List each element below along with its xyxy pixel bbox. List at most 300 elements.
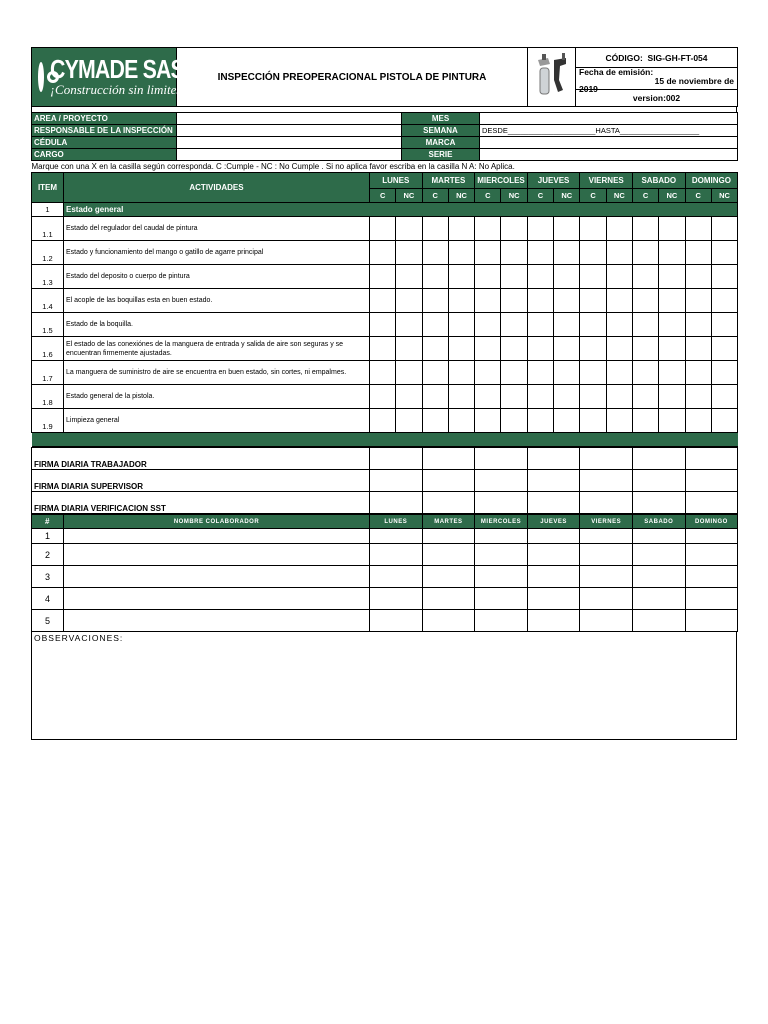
cumple-cell[interactable] (527, 337, 553, 361)
collaborator-day-cell[interactable] (475, 529, 528, 544)
code-value: SIG-GH-FT-054 (647, 52, 708, 63)
no-cumple-cell[interactable] (606, 217, 632, 241)
cumple-cell[interactable] (475, 361, 501, 385)
no-cumple-cell[interactable] (711, 385, 737, 409)
section-number: 1 (32, 203, 64, 217)
activity-row (32, 265, 738, 289)
activity-description: Estado del regulador del caudal de pintura (64, 217, 370, 241)
activity-row (32, 289, 738, 313)
cumple-cell[interactable] (685, 409, 711, 433)
cumple-cell[interactable] (475, 265, 501, 289)
collaborator-day-cell[interactable] (527, 588, 580, 610)
no-cumple-cell[interactable] (554, 265, 580, 289)
collaborator-day-cell[interactable] (580, 588, 633, 610)
cumple-cell[interactable] (475, 241, 501, 265)
serie-field[interactable] (480, 149, 738, 161)
cumple-cell[interactable] (632, 361, 658, 385)
collaborator-day-cell[interactable] (527, 610, 580, 632)
signature-row (32, 470, 738, 492)
cumple-cell[interactable] (685, 385, 711, 409)
cumple-cell[interactable] (370, 385, 396, 409)
collaborator-name-field[interactable] (64, 529, 370, 544)
signature-cell[interactable] (422, 492, 475, 514)
item-number: 1.7 (32, 361, 64, 385)
no-cumple-cell[interactable] (606, 241, 632, 265)
cumple-cell[interactable] (685, 337, 711, 361)
collaborator-day-cell[interactable] (422, 566, 475, 588)
observations-box[interactable] (31, 632, 737, 740)
no-cumple-cell[interactable] (448, 265, 474, 289)
activity-description: Estado de la boquilla. (64, 313, 370, 337)
item-number: 1.9 (32, 409, 64, 433)
item-number: 1.1 (32, 217, 64, 241)
cargo-label: CARGO (32, 149, 177, 161)
cumple-cell[interactable] (632, 289, 658, 313)
cumple-cell[interactable] (422, 265, 448, 289)
cumple-cell[interactable] (422, 361, 448, 385)
collaborator-day-cell[interactable] (632, 529, 685, 544)
signature-cell[interactable] (370, 448, 423, 470)
no-cumple-cell[interactable] (501, 241, 527, 265)
cumple-header: C (580, 189, 606, 203)
activity-row (32, 313, 738, 337)
signature-label: FIRMA DIARIA SUPERVISOR (32, 470, 370, 492)
collab-day-header: VIERNES (580, 515, 633, 529)
cedula-label: CÉDULA (32, 137, 177, 149)
cedula-field[interactable] (177, 137, 402, 149)
collaborator-number: 1 (32, 529, 64, 544)
cumple-cell[interactable] (370, 265, 396, 289)
signature-cell[interactable] (527, 448, 580, 470)
collaborator-day-cell[interactable] (632, 544, 685, 566)
signature-cell[interactable] (632, 448, 685, 470)
issue-label: Fecha de emisión: (579, 67, 654, 77)
cumple-header: C (527, 189, 553, 203)
cumple-cell[interactable] (475, 313, 501, 337)
cumple-cell[interactable] (685, 289, 711, 313)
form-title: INSPECCIÓN PREOPERACIONAL PISTOLA DE PINTURA (177, 48, 528, 107)
issue-value: 15 de noviembre de (654, 76, 734, 86)
no-cumple-cell[interactable] (448, 241, 474, 265)
no-cumple-header: NC (554, 189, 580, 203)
no-cumple-cell[interactable] (711, 265, 737, 289)
collab-day-header: JUEVES (527, 515, 580, 529)
collaborator-day-cell[interactable] (475, 610, 528, 632)
activity-description: Estado del deposito o cuerpo de pintura (64, 265, 370, 289)
cumple-cell[interactable] (580, 361, 606, 385)
collaborator-day-cell[interactable] (580, 566, 633, 588)
collaborator-row (32, 588, 738, 610)
no-cumple-header: NC (711, 189, 737, 203)
collaborator-day-cell[interactable] (370, 566, 423, 588)
collaborator-day-cell[interactable] (475, 566, 528, 588)
no-cumple-cell[interactable] (396, 313, 422, 337)
area-field[interactable] (177, 113, 402, 125)
cumple-header: C (632, 189, 658, 203)
collaborator-day-cell[interactable] (527, 566, 580, 588)
cumple-header: C (370, 189, 396, 203)
no-cumple-cell[interactable] (711, 361, 737, 385)
signature-cell[interactable] (475, 492, 528, 514)
collaborator-day-cell[interactable] (475, 544, 528, 566)
activity-row (32, 385, 738, 409)
cumple-cell[interactable] (580, 337, 606, 361)
activity-row (32, 361, 738, 385)
collaborator-number: 4 (32, 588, 64, 610)
cumple-cell[interactable] (527, 385, 553, 409)
no-cumple-cell[interactable] (396, 361, 422, 385)
spray-gun-icon (528, 48, 576, 107)
semana-label: SEMANA (402, 125, 480, 137)
no-cumple-cell[interactable] (711, 241, 737, 265)
no-cumple-cell[interactable] (606, 409, 632, 433)
cumple-cell[interactable] (580, 217, 606, 241)
collaborator-row (32, 610, 738, 632)
collaborator-day-cell[interactable] (370, 610, 423, 632)
cumple-header: C (422, 189, 448, 203)
cumple-cell[interactable] (422, 337, 448, 361)
activity-description: Estado general de la pistola. (64, 385, 370, 409)
collaborator-day-cell[interactable] (370, 544, 423, 566)
collab-day-header: DOMINGO (685, 515, 738, 529)
collaborator-number: 5 (32, 610, 64, 632)
cumple-cell[interactable] (422, 241, 448, 265)
collaborator-name-field[interactable] (64, 610, 370, 632)
cumple-cell[interactable] (632, 265, 658, 289)
collaborator-day-cell[interactable] (685, 529, 738, 544)
collaborator-number: 3 (32, 566, 64, 588)
no-cumple-cell[interactable] (554, 313, 580, 337)
cumple-cell[interactable] (685, 241, 711, 265)
no-cumple-cell[interactable] (396, 265, 422, 289)
no-cumple-cell[interactable] (501, 313, 527, 337)
no-cumple-cell[interactable] (606, 385, 632, 409)
no-cumple-cell[interactable] (396, 241, 422, 265)
num-header: # (32, 515, 64, 529)
cumple-cell[interactable] (422, 217, 448, 241)
collaborator-day-cell[interactable] (632, 566, 685, 588)
no-cumple-cell[interactable] (448, 313, 474, 337)
cumple-cell[interactable] (632, 337, 658, 361)
signature-cell[interactable] (422, 470, 475, 492)
no-cumple-cell[interactable] (448, 217, 474, 241)
cumple-cell[interactable] (527, 241, 553, 265)
no-cumple-cell[interactable] (501, 337, 527, 361)
collaborator-day-cell[interactable] (422, 610, 475, 632)
signature-cell[interactable] (632, 470, 685, 492)
cumple-cell[interactable] (580, 289, 606, 313)
no-cumple-cell[interactable] (554, 337, 580, 361)
collaborator-name-field[interactable] (64, 544, 370, 566)
activity-description: Limpieza general (64, 409, 370, 433)
collaborator-day-cell[interactable] (527, 529, 580, 544)
signatures-table (31, 447, 738, 514)
company-name: CYMADE SAS (50, 54, 184, 84)
no-cumple-cell[interactable] (711, 337, 737, 361)
cumple-cell[interactable] (685, 361, 711, 385)
day-header: VIERNES (580, 173, 633, 189)
collaborator-day-cell[interactable] (632, 610, 685, 632)
no-cumple-cell[interactable] (606, 361, 632, 385)
collaborator-day-cell[interactable] (475, 588, 528, 610)
no-cumple-cell[interactable] (501, 289, 527, 313)
item-number: 1.8 (32, 385, 64, 409)
marca-field[interactable] (480, 137, 738, 149)
no-cumple-cell[interactable] (448, 361, 474, 385)
company-logo (32, 48, 186, 107)
no-cumple-cell[interactable] (606, 265, 632, 289)
signature-row (32, 492, 738, 514)
info-section (31, 112, 738, 172)
activity-row (32, 241, 738, 265)
cumple-cell[interactable] (475, 217, 501, 241)
cumple-cell[interactable] (422, 313, 448, 337)
day-header: JUEVES (527, 173, 580, 189)
collaborator-number: 2 (32, 544, 64, 566)
activity-description: El acople de las boquillas esta en buen estado. (64, 289, 370, 313)
collaborator-day-cell[interactable] (527, 544, 580, 566)
cumple-cell[interactable] (475, 409, 501, 433)
code-cell (576, 48, 738, 68)
no-cumple-header: NC (448, 189, 474, 203)
cumple-cell[interactable] (632, 313, 658, 337)
signature-cell[interactable] (370, 470, 423, 492)
day-header: SABADO (632, 173, 685, 189)
signature-row (32, 448, 738, 470)
signature-cell[interactable] (685, 492, 738, 514)
version: version:002 (576, 90, 738, 107)
activity-description: El estado de las conexiónes de la manguera de entrada y salida de aire son seguras y se encuentran firmemente ajustadas. (64, 337, 370, 361)
item-number: 1.6 (32, 337, 64, 361)
no-cumple-cell[interactable] (711, 313, 737, 337)
no-cumple-cell[interactable] (554, 409, 580, 433)
issue-year: 2019 (579, 84, 598, 94)
collaborators-table (31, 514, 738, 632)
cumple-cell[interactable] (370, 217, 396, 241)
cumple-cell[interactable] (475, 337, 501, 361)
cumple-cell[interactable] (475, 385, 501, 409)
collaborator-day-cell[interactable] (422, 544, 475, 566)
signature-cell[interactable] (580, 448, 633, 470)
signature-cell[interactable] (527, 470, 580, 492)
collaborator-day-cell[interactable] (632, 588, 685, 610)
signature-cell[interactable] (475, 448, 528, 470)
serie-label: SERIE (402, 149, 480, 161)
collaborator-day-cell[interactable] (580, 610, 633, 632)
collaborator-day-cell[interactable] (370, 529, 423, 544)
cumple-cell[interactable] (370, 409, 396, 433)
signature-cell[interactable] (685, 470, 738, 492)
signature-cell[interactable] (422, 448, 475, 470)
collaborator-day-cell[interactable] (580, 529, 633, 544)
cumple-cell[interactable] (685, 265, 711, 289)
cumple-cell[interactable] (370, 313, 396, 337)
cumple-cell[interactable] (527, 409, 553, 433)
activity-row (32, 337, 738, 361)
collaborator-day-cell[interactable] (685, 566, 738, 588)
signature-label: FIRMA DIARIA VERIFICACION SST (32, 492, 370, 514)
collaborator-name-field[interactable] (64, 588, 370, 610)
company-tagline: ¡Construcción sin limites! (50, 82, 186, 97)
cumple-cell[interactable] (527, 361, 553, 385)
no-cumple-header: NC (396, 189, 422, 203)
no-cumple-cell[interactable] (711, 217, 737, 241)
cumple-cell[interactable] (370, 337, 396, 361)
no-cumple-cell[interactable] (554, 361, 580, 385)
day-header: MARTES (422, 173, 475, 189)
no-cumple-cell[interactable] (711, 409, 737, 433)
no-cumple-cell[interactable] (606, 289, 632, 313)
signature-cell[interactable] (580, 492, 633, 514)
cumple-cell[interactable] (580, 265, 606, 289)
no-cumple-cell[interactable] (396, 337, 422, 361)
collaborator-row (32, 544, 738, 566)
instructions-note: Marque con una X en la casilla según corresponda. C :Cumple - NC : No Cumple . Si no aplica favor escriba en la casilla N A: No Aplica. (31, 162, 515, 171)
no-cumple-cell[interactable] (396, 385, 422, 409)
item-number: 1.2 (32, 241, 64, 265)
cumple-cell[interactable] (422, 385, 448, 409)
signature-cell[interactable] (475, 470, 528, 492)
no-cumple-cell[interactable] (554, 289, 580, 313)
signature-cell[interactable] (370, 492, 423, 514)
signature-cell[interactable] (580, 470, 633, 492)
mes-field[interactable] (480, 113, 738, 125)
collaborator-row (32, 529, 738, 544)
code-label: CÓDIGO: (605, 52, 643, 63)
cumple-cell[interactable] (370, 289, 396, 313)
no-cumple-cell[interactable] (606, 313, 632, 337)
collab-day-header: MARTES (422, 515, 475, 529)
section-title: Estado general (64, 203, 738, 217)
cumple-cell[interactable] (632, 217, 658, 241)
signature-label: FIRMA DIARIA TRABAJADOR (32, 448, 370, 470)
no-cumple-cell[interactable] (448, 289, 474, 313)
no-cumple-cell[interactable] (396, 289, 422, 313)
no-cumple-cell[interactable] (448, 385, 474, 409)
cumple-cell[interactable] (580, 385, 606, 409)
semana-field[interactable]: DESDE_____________________HASTA___________________ (480, 125, 738, 137)
name-header: NOMBRE COLABORADOR (64, 515, 370, 529)
no-cumple-cell[interactable] (659, 217, 685, 241)
section-divider (32, 433, 738, 447)
responsable-field[interactable] (177, 125, 402, 137)
activity-description: La manguera de suministro de aire se encuentra en buen estado, sin cortes, ni empalmes. (64, 361, 370, 385)
collaborator-day-cell[interactable] (370, 588, 423, 610)
cumple-cell[interactable] (527, 265, 553, 289)
cumple-cell[interactable] (685, 217, 711, 241)
no-cumple-cell[interactable] (554, 217, 580, 241)
no-cumple-cell[interactable] (606, 337, 632, 361)
cumple-cell[interactable] (685, 313, 711, 337)
collaborator-name-field[interactable] (64, 566, 370, 588)
no-cumple-cell[interactable] (448, 337, 474, 361)
collaborator-row (32, 566, 738, 588)
cumple-cell[interactable] (527, 289, 553, 313)
cumple-cell[interactable] (422, 289, 448, 313)
cumple-cell[interactable] (580, 409, 606, 433)
cumple-cell[interactable] (527, 313, 553, 337)
no-cumple-cell[interactable] (501, 409, 527, 433)
activities-header: ACTIVIDADES (64, 173, 370, 203)
day-header: DOMINGO (685, 173, 738, 189)
day-header: LUNES (370, 173, 423, 189)
collab-day-header: MIERCOLES (475, 515, 528, 529)
cumple-cell[interactable] (632, 385, 658, 409)
cumple-cell[interactable] (632, 241, 658, 265)
no-cumple-cell[interactable] (501, 265, 527, 289)
no-cumple-cell[interactable] (659, 241, 685, 265)
marca-label: MARCA (402, 137, 480, 149)
no-cumple-cell[interactable] (659, 361, 685, 385)
area-label: AREA / PROYECTO (32, 113, 177, 125)
no-cumple-header: NC (606, 189, 632, 203)
collaborator-day-cell[interactable] (685, 610, 738, 632)
activities-table (31, 172, 738, 447)
no-cumple-cell[interactable] (448, 409, 474, 433)
cumple-cell[interactable] (580, 313, 606, 337)
no-cumple-header: NC (659, 189, 685, 203)
cumple-cell[interactable] (527, 217, 553, 241)
no-cumple-cell[interactable] (554, 241, 580, 265)
cumple-cell[interactable] (370, 241, 396, 265)
signature-cell[interactable] (685, 448, 738, 470)
signature-cell[interactable] (527, 492, 580, 514)
activity-description: Estado y funcionamiento del mango o gatillo de agarre principal (64, 241, 370, 265)
item-header: ITEM (32, 173, 64, 203)
issue-date-cell (576, 67, 738, 94)
cumple-cell[interactable] (580, 241, 606, 265)
no-cumple-cell[interactable] (501, 217, 527, 241)
signature-cell[interactable] (632, 492, 685, 514)
no-cumple-cell[interactable] (659, 409, 685, 433)
no-cumple-cell[interactable] (396, 409, 422, 433)
item-number: 1.5 (32, 313, 64, 337)
cumple-cell[interactable] (632, 409, 658, 433)
activity-row (32, 409, 738, 433)
no-cumple-cell[interactable] (554, 385, 580, 409)
observations-label: OBSERVACIONES: (34, 633, 124, 643)
cargo-field[interactable] (177, 149, 402, 161)
collaborator-day-cell[interactable] (685, 544, 738, 566)
collaborator-day-cell[interactable] (422, 588, 475, 610)
cumple-cell[interactable] (370, 361, 396, 385)
cumple-cell[interactable] (422, 409, 448, 433)
collaborator-day-cell[interactable] (580, 544, 633, 566)
no-cumple-cell[interactable] (659, 313, 685, 337)
cumple-header: C (685, 189, 711, 203)
form-header (31, 47, 738, 107)
no-cumple-cell[interactable] (659, 337, 685, 361)
no-cumple-cell[interactable] (501, 361, 527, 385)
inspection-form (31, 47, 737, 740)
collab-day-header: SABADO (632, 515, 685, 529)
collaborator-day-cell[interactable] (422, 529, 475, 544)
collaborator-day-cell[interactable] (685, 588, 738, 610)
item-number: 1.3 (32, 265, 64, 289)
mes-label: MES (402, 113, 480, 125)
activity-row (32, 217, 738, 241)
responsable-label: RESPONSABLE DE LA INSPECCIÓN (32, 125, 177, 137)
no-cumple-cell[interactable] (659, 385, 685, 409)
collab-day-header: LUNES (370, 515, 423, 529)
no-cumple-cell[interactable] (659, 265, 685, 289)
cumple-cell[interactable] (475, 289, 501, 313)
no-cumple-cell[interactable] (711, 289, 737, 313)
no-cumple-cell[interactable] (659, 289, 685, 313)
no-cumple-cell[interactable] (501, 385, 527, 409)
item-number: 1.4 (32, 289, 64, 313)
no-cumple-cell[interactable] (396, 217, 422, 241)
